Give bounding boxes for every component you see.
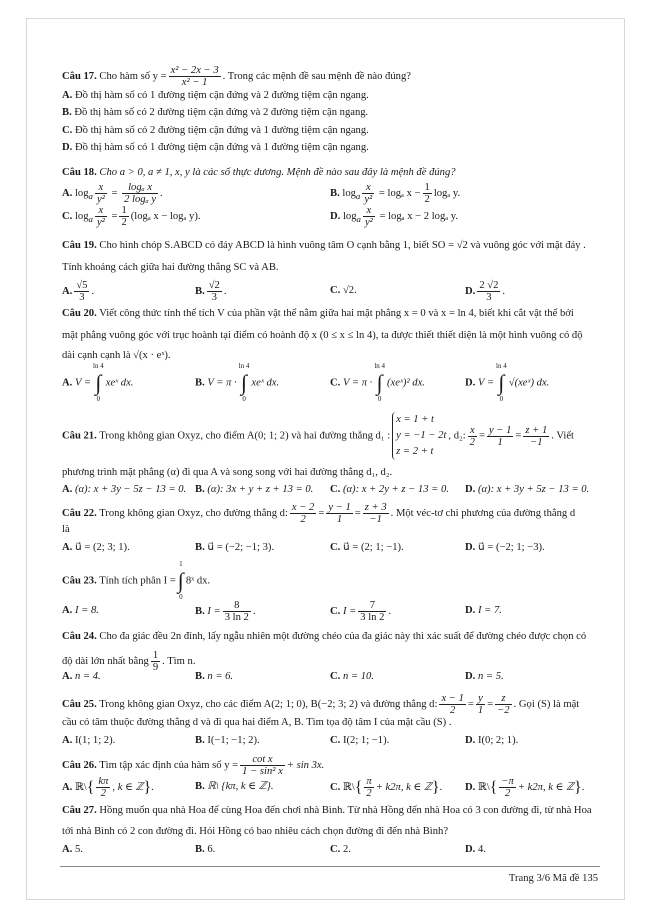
- q19-option-a[interactable]: A. $\frac{√5}{3}$ .: [62, 280, 95, 303]
- question-17: Câu 17. Cho hàm số y = $\frac{\text{x² − 2x − 3}}{\text{x² − 1}}$ . Trong các mệnh đề sau mệnh đề nào đúng?: [62, 65, 411, 88]
- q20-option-b[interactable]: B. V = π · ln 4 ∫ 0 xeˣ dx.: [195, 362, 280, 403]
- question-20-line2: mặt phẳng vuông góc với trục hoành tại điểm có hoành độ x (0 ≤ x ≤ ln 4), ta được thiết thiết diện là một hình vuông có độ: [62, 330, 583, 341]
- question-18: Câu 18. Cho a > 0, a ≠ 1, x, y là các số thực dương. Mệnh đề nào sau đây là mệnh đề đúng?: [62, 167, 456, 178]
- footer-divider: [60, 866, 600, 867]
- q23-option-d[interactable]: D. I = 7.: [465, 605, 502, 616]
- q23-option-a[interactable]: A. I = 8.: [62, 605, 99, 616]
- question-21: Câu 21. Trong không gian Oxyz, cho điểm A(0; 1; 2) và hai đường thẳng d₁ : x = 1 + t y = −1 − 2t z = 2 + t , d₂: $\frac{x}{2}$ = $\frac{y - 1}{1}$ = $\frac{z + 1}{-1}$ . Viết: [62, 412, 574, 460]
- question-27: Câu 27. Hồng muốn qua nhà Hoa để cùng Hoa đến chơi nhà Bình. Từ nhà Hồng đến nhà Hoa có 3 con đường đi, từ nhà Hoa: [62, 805, 592, 816]
- q19-option-b[interactable]: B. $\frac{√2}{3}$ .: [195, 280, 227, 303]
- q20-option-a[interactable]: A. V = ln 4 ∫ 0 xeˣ dx.: [62, 362, 134, 403]
- q25-option-b[interactable]: B. I(−1; −1; 2).: [195, 735, 260, 746]
- q25-option-c[interactable]: C. I(2; 1; −1).: [330, 735, 390, 746]
- q18-option-a[interactable]: A. $\log_a$ $\frac{x}{\text{y²}}$ = $\frac{\text{logₐ x}}{\text{2 logₐ y}}$ .: [62, 182, 163, 205]
- question-22-line2: là: [62, 524, 70, 535]
- question-24: Câu 24. Cho đa giác đều 2n đỉnh, lấy ngẫu nhiên một đường chéo của đa giác này thì xác suất để đường chéo được chọn có: [62, 631, 587, 642]
- question-19-line2: Tính khoảng cách giữa hai đường thẳng SC và AB.: [62, 262, 279, 273]
- q22-option-d[interactable]: D. u⃗ = (−2; 1; −3).: [465, 542, 545, 553]
- q22-option-c[interactable]: C. u⃗ = (2; 1; −1).: [330, 542, 404, 553]
- q21-option-a[interactable]: A. (α): x + 3y − 5z − 13 = 0.: [62, 484, 187, 495]
- q25-option-d[interactable]: D. I(0; 2; 1).: [465, 735, 519, 746]
- q21-option-d[interactable]: D. (α): x + 3y + 5z − 13 = 0.: [465, 484, 590, 495]
- q25-option-a[interactable]: A. I(1; 1; 2).: [62, 735, 116, 746]
- q24-option-d[interactable]: D. n = 5.: [465, 671, 504, 682]
- q18-option-c[interactable]: C. $\log_a$ $\frac{x}{\text{y²}}$ = $\frac{1}{2}$ (logₐ x − logₐ y).: [62, 205, 201, 228]
- q18-option-d[interactable]: D. $\log_a$ $\frac{x}{\text{y²}}$ = logₐ x − 2 logₐ y.: [330, 205, 459, 228]
- q22-option-b[interactable]: B. u⃗ = (−2; −1; 3).: [195, 542, 275, 553]
- q24-option-a[interactable]: A. n = 4.: [62, 671, 101, 682]
- question-27-line2: tới nhà Bình có 2 con đường đi. Hỏi Hồng có bao nhiêu cách chọn đường đi đến nhà Bình?: [62, 826, 449, 837]
- q20-option-d[interactable]: D. V = ln 4 ∫ 0 √(xeˣ) dx.: [465, 362, 550, 403]
- q27-option-a[interactable]: A. 5.: [62, 844, 83, 855]
- q19-option-d[interactable]: D. $\frac{2 √2}{3}$ .: [465, 280, 506, 303]
- q17-option-b[interactable]: B. Đồ thị hàm số có 2 đường tiệm cận đứng và 2 đường tiệm cận ngang.: [62, 107, 369, 118]
- q26-option-d[interactable]: D. ℝ\{ $\frac{-\pi}{2}$ + k2π, k ∈ ℤ}.: [465, 776, 585, 799]
- question-20: Câu 20. Viết công thức tính thể tích V của phần vật thể nằm giữa hai mặt phẳng x = 0 và x = ln 4, biết khi cắt vật thể bởi: [62, 308, 574, 319]
- q24-option-b[interactable]: B. n = 6.: [195, 671, 234, 682]
- q24-option-c[interactable]: C. n = 10.: [330, 671, 374, 682]
- q27-option-d[interactable]: D. 4.: [465, 844, 486, 855]
- q23-option-b[interactable]: B. I = $\frac{8}{3 \ln 2}$ .: [195, 600, 256, 623]
- page-footer: Trang 3/6 Mã đề 135: [508, 873, 598, 884]
- q27-option-b[interactable]: B. 6.: [195, 844, 216, 855]
- q26-option-c[interactable]: C. ℝ\{ $\frac{\pi}{2}$ + k2π, k ∈ ℤ}.: [330, 776, 443, 799]
- q26-option-b[interactable]: B. ℝ\ {kπ, k ∈ ℤ}.: [195, 781, 274, 792]
- question-23: Câu 23. Tính tích phân I = 1 ∫ 0 8ˣ dx.: [62, 560, 211, 601]
- q22-option-a[interactable]: A. u⃗ = (2; 3; 1).: [62, 542, 130, 553]
- q20-option-c[interactable]: C. V = π · ln 4 ∫ 0 (xeˣ)² dx.: [330, 362, 425, 403]
- q17-option-a[interactable]: A. Đồ thị hàm số có 1 đường tiệm cận đứng và 2 đường tiệm cận ngang.: [62, 90, 369, 101]
- question-25: Câu 25. Trong không gian Oxyz, cho các điểm A(2; 1; 0), B(−2; 3; 2) và đường thẳng d: $\frac{x - 1}{2}$ = $\frac{y}{1}$ = $\frac{z}{-2}$ . Gọi (S) là mặt: [62, 693, 580, 716]
- question-20-line3: dài cạnh cạnh là √(x · eˣ).: [62, 350, 171, 361]
- q18-option-b[interactable]: B. $\log_a$ $\frac{x}{\text{y²}}$ = logₐ x − $\frac{1}{2}$ logₐ y.: [330, 182, 461, 205]
- q17-option-d[interactable]: D. Đồ thị hàm số có 1 đường tiệm cận đứng và 1 đường tiệm cận ngang.: [62, 142, 369, 153]
- q23-option-c[interactable]: C. I = $\frac{7}{3 \ln 2}$ .: [330, 600, 392, 623]
- q21-option-b[interactable]: B. (α): 3x + y + z + 13 = 0.: [195, 484, 314, 495]
- q27-option-c[interactable]: C. 2.: [330, 844, 351, 855]
- question-26: Câu 26. Tìm tập xác định của hàm số y = $\frac{\text{cot x}}{\text{1 − sin² x}}$ + sin 3x.: [62, 754, 325, 777]
- q19-option-c[interactable]: C. √2.: [330, 285, 357, 296]
- question-24-line2: độ dài lớn nhất bằng $\frac{1}{9}$ . Tìm n.: [62, 650, 196, 673]
- question-25-line2: cầu có tâm thuộc đường thẳng d và đi qua hai điểm A, B. Tìm tọa độ tâm I của mặt cầu (S) .: [62, 717, 452, 728]
- q21-option-c[interactable]: C. (α): x + 2y + z − 13 = 0.: [330, 484, 449, 495]
- question-22: Câu 22. Trong không gian Oxyz, cho đường thẳng d: $\frac{x - 2}{2}$ = $\frac{y - 1}{1}$ = $\frac{z + 3}{-1}$ . Một véc-tơ chỉ phương của đường thẳng d: [62, 502, 576, 525]
- q26-option-a[interactable]: A. ℝ\{ $\frac{k\pi}{2}$ , k ∈ ℤ}.: [62, 776, 154, 799]
- question-21-line2: phương trình mặt phẳng (α) đi qua A và song song với hai đường thẳng d₁, d₂.: [62, 467, 393, 478]
- question-19: Câu 19. Cho hình chóp S.ABCD có đáy ABCD là hình vuông tâm O cạnh bằng 1, biết SO = √2 và vuông góc với mặt đáy .: [62, 240, 586, 251]
- q17-option-c[interactable]: C. Đồ thị hàm số có 2 đường tiệm cận đứng và 1 đường tiệm cận ngang.: [62, 125, 369, 136]
